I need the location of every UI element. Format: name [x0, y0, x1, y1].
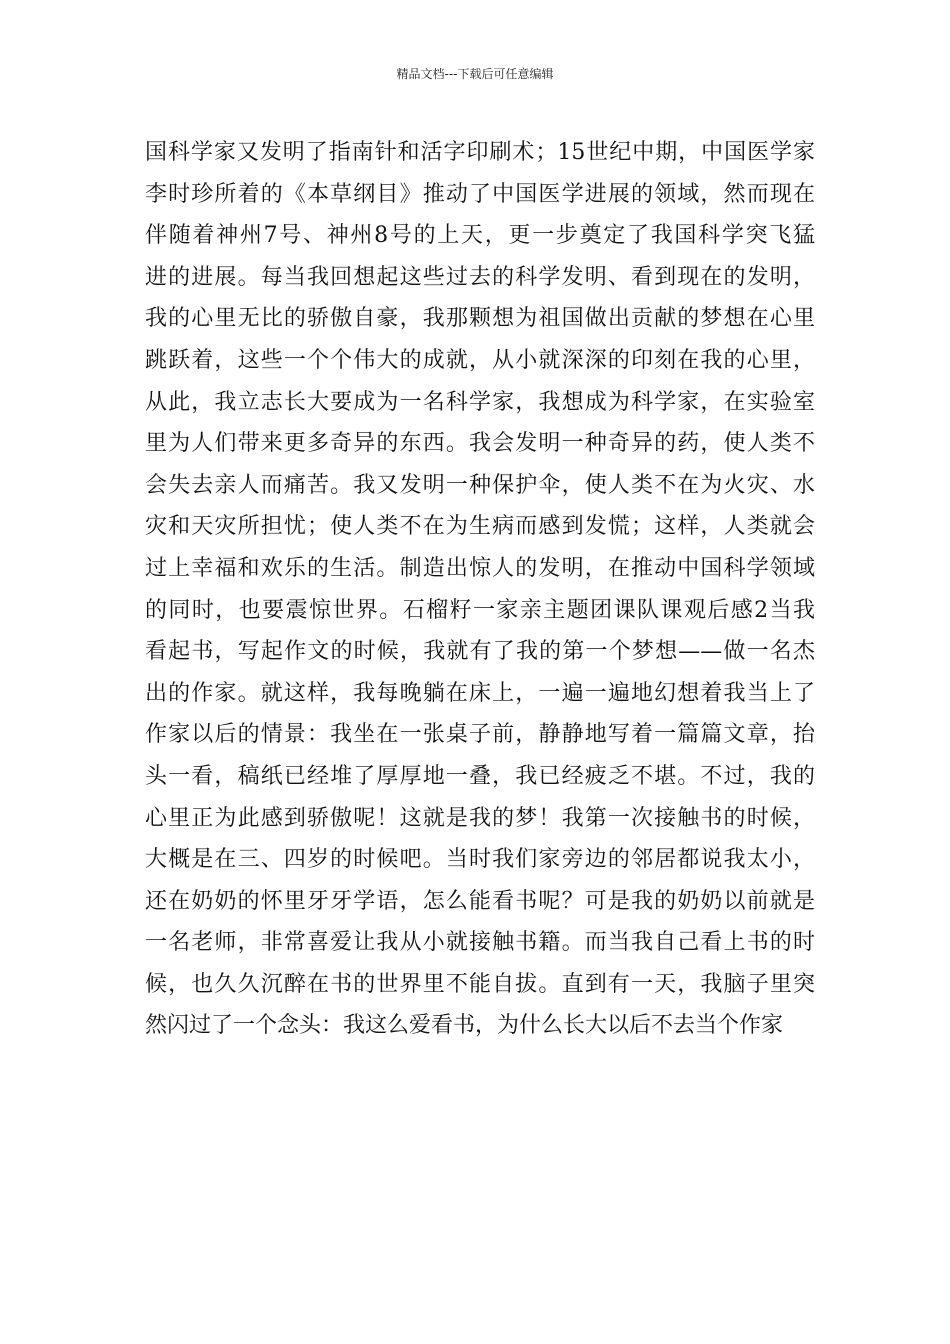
text-line: 的同时，也要震惊世界。石榴籽一家亲主题团课队课观后感2当我	[145, 597, 815, 623]
text-line: 大概是在三、四岁的时候吧。当时我们家旁边的邻居都说我太小，	[145, 847, 815, 873]
text-line: 过上幸福和欢乐的生活。制造出惊人的发明，在推动中国科学领域	[145, 555, 815, 581]
text-line: 国科学家又发明了指南针和活字印刷术；15世纪中期，中国医学家	[145, 140, 815, 165]
text-line: 从此，我立志长大要成为一名科学家，我想成为科学家，在实验室	[145, 389, 815, 415]
body-text	[145, 132, 815, 1047]
text-line: 出的作家。就这样，我每晚躺在床上，一遍一遍地幻想着我当上了	[145, 680, 815, 706]
text-line: 一名老师，非常喜爱让我从小就接触书籍。而当我自己看上书的时	[145, 930, 815, 956]
text-line: 里为人们带来更多奇异的东西。我会发明一种奇异的药，使人类不	[145, 431, 815, 457]
text-line: 我的心里无比的骄傲自豪，我那颗想为祖国做出贡献的梦想在心里	[145, 306, 815, 332]
text-line: 伴随着神州7号、神州8号的上天，更一步奠定了我国科学突飞猛	[145, 223, 815, 249]
text-line: 李时珍所着的《本草纲目》推动了中国医学进展的领域，然而现在	[145, 181, 815, 207]
text-line: 候，也久久沉醉在书的世界里不能自拔。直到有一天，我脑子里突	[145, 971, 815, 997]
text-line: 作家以后的情景：我坐在一张桌子前，静静地写着一篇篇文章，抬	[145, 722, 815, 748]
text-line: 头一看，稿纸已经堆了厚厚地一叠，我已经疲乏不堪。不过，我的	[145, 763, 815, 789]
page-header: 精品文档---下载后可任意编辑	[396, 67, 554, 81]
text-line: 还在奶奶的怀里牙牙学语，怎么能看书呢？可是我的奶奶以前就是	[145, 888, 815, 914]
text-line: 看起书，写起作文的时候，我就有了我的第一个梦想——做一名杰	[145, 639, 815, 665]
text-line: 灾和天灾所担忧；使人类不在为生病而感到发慌；这样，人类就会	[145, 514, 815, 540]
text-line: 心里正为此感到骄傲呢！这就是我的梦！我第一次接触书的时候，	[145, 805, 815, 831]
text-line: 然闪过了一个念头：我这么爱看书，为什么长大以后不去当个作家	[145, 1013, 784, 1039]
text-line: 跳跃着，这些一个个伟大的成就，从小就深深的印刻在我的心里，	[145, 347, 815, 373]
text-line: 进的进展。每当我回想起这些过去的科学发明、看到现在的发明，	[145, 264, 815, 290]
text-line: 会失去亲人而痛苦。我又发明一种保护伞，使人类不在为火灾、水	[145, 472, 815, 498]
